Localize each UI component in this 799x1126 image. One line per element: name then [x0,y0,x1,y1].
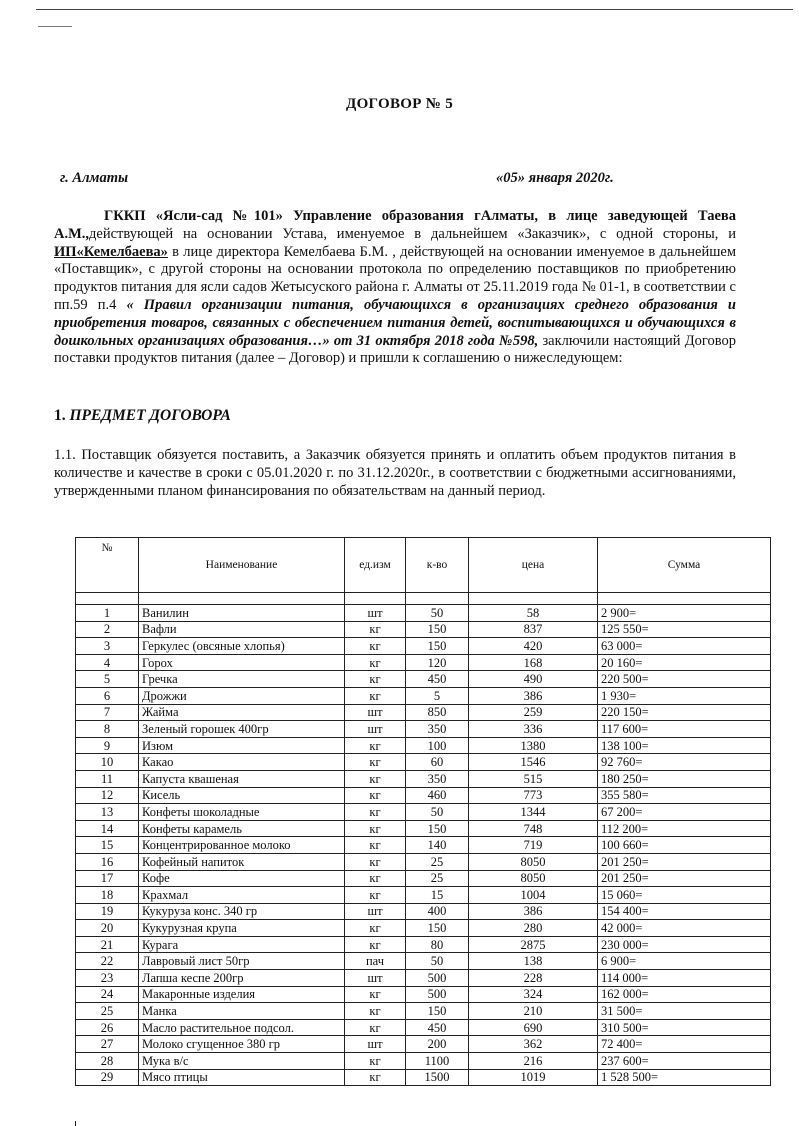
cell-name: Капуста квашеная [139,770,345,787]
section-number: 1. [54,407,66,424]
table-row [76,1019,771,1036]
cell-quantity: 400 [406,903,469,920]
cell-unit: шт [345,704,406,721]
table-row [76,920,771,937]
cell-price: 1546 [469,754,598,771]
cell-quantity: 450 [406,1019,469,1036]
cell-quantity: 80 [406,936,469,953]
cell-sum: 162 000= [598,986,771,1003]
cell-sum: 117 600= [598,721,771,738]
cell-price: 837 [469,621,598,638]
table-row [76,1069,771,1086]
cell-name: Молоко сгущенное 380 гр [139,1036,345,1053]
supplier-party: ИП«Кемелбаева» [54,243,168,260]
cell-price: 280 [469,920,598,937]
cell-quantity: 150 [406,820,469,837]
cell-number: 21 [76,936,139,953]
cell-name: Дрожжи [139,687,345,704]
table-row [76,1036,771,1053]
cell-quantity: 5 [406,687,469,704]
cell-number: 14 [76,820,139,837]
cell-sum: 31 500= [598,1003,771,1020]
cell-price: 324 [469,986,598,1003]
cell-quantity: 15 [406,887,469,904]
cell-number: 8 [76,721,139,738]
cell-quantity: 150 [406,1003,469,1020]
customer-party: ГККП «Ясли-сад №101» Управление образования гАлматы, в лице заведующей Таева А.М., [54,208,736,242]
cell-number: 28 [76,1053,139,1070]
cell-name: Масло растительное подсол. [139,1019,345,1036]
cell-price: 690 [469,1019,598,1036]
cell-sum: 230 000= [598,936,771,953]
table-row [76,770,771,787]
cell-name: Кофейный напиток [139,853,345,870]
cell-number: 26 [76,1019,139,1036]
cell-unit: кг [345,920,406,937]
clause-1-1: 1.1. Поставщик обязуется поставить, а Заказчик обязуется принять и оплатить объем продуктов питания в количестве и качестве в сроки с 05.01.2020 г. по 31.12.2020г., в соответствии с бюджетными ассигнованиями, утвержденными планом финансирования по обязательствам на данный период. [54,447,736,499]
cell-unit: кг [345,770,406,787]
cell-number: 11 [76,770,139,787]
cell-price: 748 [469,820,598,837]
table-row [76,787,771,804]
cell-number: 17 [76,870,139,887]
spacer-cell [598,593,771,605]
table-cutoff [75,1121,764,1126]
cell-quantity: 150 [406,621,469,638]
cell-quantity: 500 [406,986,469,1003]
table-row [76,721,771,738]
contract-date: «05» января 2020г. [496,170,614,186]
cell-unit: кг [345,1069,406,1086]
table-row [76,704,771,721]
cell-unit: кг [345,870,406,887]
table-row [76,804,771,821]
cell-unit: шт [345,721,406,738]
table-row [76,820,771,837]
cell-price: 420 [469,638,598,655]
cell-number: 1 [76,605,139,622]
cell-number: 25 [76,1003,139,1020]
cell-sum: 6 900= [598,953,771,970]
cell-sum: 20 160= [598,654,771,671]
cell-number: 16 [76,853,139,870]
cell-price: 1380 [469,737,598,754]
table-row [76,837,771,854]
cell-unit: кг [345,1053,406,1070]
spacer-cell [76,593,139,605]
cell-number: 10 [76,754,139,771]
cell-unit: кг [345,621,406,638]
cell-unit: кг [345,837,406,854]
cell-sum: 63 000= [598,638,771,655]
cell-quantity: 450 [406,671,469,688]
cell-name: Крахмал [139,887,345,904]
cell-number: 13 [76,804,139,821]
cell-unit: кг [345,787,406,804]
cell-price: 1019 [469,1069,598,1086]
cell-price: 259 [469,704,598,721]
cell-price: 8050 [469,853,598,870]
section-heading [54,407,231,425]
document-title: ДОГОВОР № 5 [345,96,454,112]
spacer-cell [345,593,406,605]
cell-sum: 355 580= [598,787,771,804]
cell-unit: кг [345,936,406,953]
table-row [76,621,771,638]
cell-sum: 220 150= [598,704,771,721]
cell-name: Вафли [139,621,345,638]
cell-quantity: 350 [406,721,469,738]
cell-sum: 125 550= [598,621,771,638]
table-body [76,605,771,1086]
cell-price: 168 [469,654,598,671]
spacer-cell [139,593,345,605]
cell-number: 4 [76,654,139,671]
cell-name: Кисель [139,787,345,804]
preamble-text-1: действующей на основании Устава, именуемое в дальнейшем «Заказчик», с одной стороны, и [89,225,736,242]
cell-name: Горох [139,654,345,671]
table-row [76,1003,771,1020]
cell-unit: кг [345,887,406,904]
cell-sum: 100 660= [598,837,771,854]
rules-reference: « Правил организации питания, обучающихся в организациях среднего образования и приобретения товаров, связанных с обеспечением питания детей, воспитывающихся и обучающихся в дошкольных организациях образования…» от 31 октября 2018 года №598, [54,296,736,349]
header-number: № [76,538,139,593]
table-row [76,953,771,970]
cell-unit: кг [345,1019,406,1036]
cell-unit: кг [345,671,406,688]
cell-unit: кг [345,1003,406,1020]
cell-unit: кг [345,687,406,704]
cell-name: Зеленый горошек 400гр [139,721,345,738]
table-row [76,903,771,920]
cell-name: Какао [139,754,345,771]
cell-price: 8050 [469,870,598,887]
cell-price: 58 [469,605,598,622]
cell-price: 336 [469,721,598,738]
table-row [76,853,771,870]
cell-unit: шт [345,970,406,987]
cell-sum: 310 500= [598,1019,771,1036]
spacer-cell [469,593,598,605]
table-row [76,970,771,987]
cell-number: 23 [76,970,139,987]
cell-quantity: 150 [406,920,469,937]
cell-unit: кг [345,853,406,870]
cell-sum: 67 200= [598,804,771,821]
table-header-row [76,538,771,593]
scan-top-border [36,9,793,10]
cell-sum: 138 100= [598,737,771,754]
cell-name: Лавровый лист 50гр [139,953,345,970]
cell-quantity: 850 [406,704,469,721]
section-title: ПРЕДМЕТ ДОГОВОРА [69,407,231,424]
cell-number: 3 [76,638,139,655]
cell-quantity: 25 [406,870,469,887]
cell-unit: кг [345,638,406,655]
cell-name: Лапша кеспе 200гр [139,970,345,987]
header-sum: Сумма [598,538,771,593]
table-row [76,870,771,887]
cell-quantity: 1500 [406,1069,469,1086]
cell-sum: 92 760= [598,754,771,771]
cell-number: 7 [76,704,139,721]
cell-sum: 112 200= [598,820,771,837]
cell-unit: кг [345,737,406,754]
scan-mark [38,26,72,27]
cell-name: Жайма [139,704,345,721]
table-row [76,754,771,771]
cell-unit: шт [345,605,406,622]
table-row [76,605,771,622]
table-spacer-row [76,593,771,605]
cell-unit: пач [345,953,406,970]
cell-name: Кофе [139,870,345,887]
cell-price: 362 [469,1036,598,1053]
cell-sum: 201 250= [598,870,771,887]
cell-price: 490 [469,671,598,688]
cell-sum: 237 600= [598,1053,771,1070]
table-row [76,887,771,904]
cell-unit: кг [345,804,406,821]
products-table [75,537,771,1086]
spacer-cell [406,593,469,605]
cell-name: Макаронные изделия [139,986,345,1003]
cell-number: 18 [76,887,139,904]
cell-sum: 42 000= [598,920,771,937]
cell-price: 386 [469,903,598,920]
preamble-text-2: в лице директора Кемелбаева Б.М. , действующей на основании именуемое в дальнейшем «Поставщик», с другой стороны на основании протокола по определению поставщиков по приобретению продуктов питания для ясли садов Жетысуского района г. Алматы от 25.11.2019 года № 01-1, в соответствии с пп.59 п.4 [54,243,736,313]
cell-unit: шт [345,1036,406,1053]
cell-number: 20 [76,920,139,937]
table-row [76,638,771,655]
cell-sum: 1 528 500= [598,1069,771,1086]
cell-price: 210 [469,1003,598,1020]
cell-name: Кукурузная крупа [139,920,345,937]
cell-name: Конфеты шоколадные [139,804,345,821]
cell-name: Изюм [139,737,345,754]
cell-unit: шт [345,903,406,920]
cell-unit: кг [345,754,406,771]
header-price: цена [469,538,598,593]
cell-quantity: 100 [406,737,469,754]
cell-quantity: 120 [406,654,469,671]
cell-name: Геркулес (овсяные хлопья) [139,638,345,655]
cell-unit: кг [345,820,406,837]
cell-number: 5 [76,671,139,688]
cell-number: 15 [76,837,139,854]
cell-name: Манка [139,1003,345,1020]
cell-quantity: 1100 [406,1053,469,1070]
cell-number: 2 [76,621,139,638]
preamble-text-3: заключили настоящий Договор поставки продуктов питания (далее – Договор) и пришли к соглашению о нижеследующем: [54,332,736,367]
cell-unit: кг [345,654,406,671]
cell-sum: 201 250= [598,853,771,870]
table-row [76,687,771,704]
cell-number: 9 [76,737,139,754]
cell-sum: 220 500= [598,671,771,688]
table-row [76,737,771,754]
cell-price: 1004 [469,887,598,904]
cell-sum: 2 900= [598,605,771,622]
cell-price: 228 [469,970,598,987]
header-quantity: к-во [406,538,469,593]
header-unit: ед.изм [345,538,406,593]
table-row [76,986,771,1003]
cell-price: 138 [469,953,598,970]
cell-number: 24 [76,986,139,1003]
cell-name: Конфеты карамель [139,820,345,837]
cell-number: 12 [76,787,139,804]
cell-quantity: 25 [406,853,469,870]
cell-quantity: 50 [406,953,469,970]
cell-sum: 1 930= [598,687,771,704]
header-name: Наименование [139,538,345,593]
cell-quantity: 350 [406,770,469,787]
cell-quantity: 60 [406,754,469,771]
cell-quantity: 140 [406,837,469,854]
cell-number: 27 [76,1036,139,1053]
cell-price: 515 [469,770,598,787]
table-row [76,671,771,688]
cell-quantity: 460 [406,787,469,804]
contract-city: г. Алматы [60,170,129,186]
cell-number: 29 [76,1069,139,1086]
cell-name: Концентрированное молоко [139,837,345,854]
cell-sum: 154 400= [598,903,771,920]
cell-quantity: 50 [406,605,469,622]
preamble-paragraph [54,208,736,368]
table-row [76,654,771,671]
cell-number: 22 [76,953,139,970]
cell-price: 1344 [469,804,598,821]
cell-name: Курага [139,936,345,953]
cell-sum: 114 000= [598,970,771,987]
cell-name: Мясо птицы [139,1069,345,1086]
cell-quantity: 200 [406,1036,469,1053]
table-row [76,936,771,953]
cell-name: Гречка [139,671,345,688]
cell-price: 719 [469,837,598,854]
cell-number: 6 [76,687,139,704]
cell-quantity: 150 [406,638,469,655]
cell-price: 2875 [469,936,598,953]
cell-name: Ванилин [139,605,345,622]
cell-sum: 72 400= [598,1036,771,1053]
table-row [76,1053,771,1070]
cell-name: Кукуруза конс. 340 гр [139,903,345,920]
cell-sum: 15 060= [598,887,771,904]
cell-price: 773 [469,787,598,804]
cell-quantity: 500 [406,970,469,987]
cell-unit: кг [345,986,406,1003]
cell-number: 19 [76,903,139,920]
cell-name: Мука в/с [139,1053,345,1070]
cell-price: 216 [469,1053,598,1070]
cell-sum: 180 250= [598,770,771,787]
cell-quantity: 50 [406,804,469,821]
cell-price: 386 [469,687,598,704]
